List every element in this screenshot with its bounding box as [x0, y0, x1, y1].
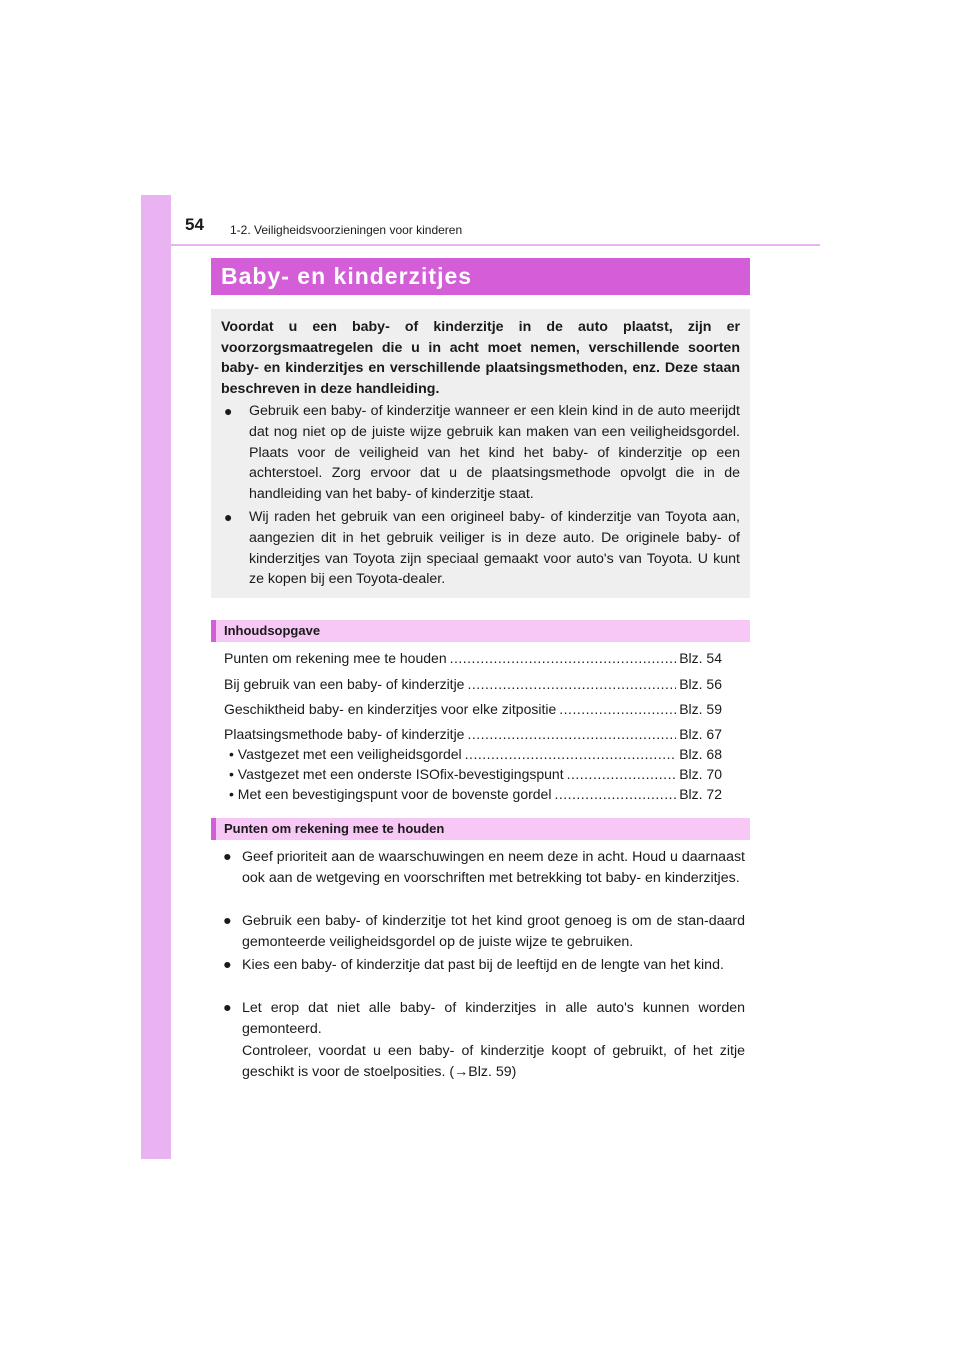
toc-entry-page: Blz. 70 [679, 766, 722, 782]
bullet-icon: ● [224, 509, 233, 525]
toc-heading-bar [211, 620, 750, 642]
points-bullet-text: Let erop dat niet alle baby- of kinderzitjes in alle auto's kunnen worden gemonteerd. [242, 1000, 745, 1038]
intro-bullet-text: Gebruik een baby- of kinderzitje wanneer er een klein kind in de auto meerijdt dat nog niet op de juiste wijze gebruik kan maken van een veiligheidsgordel. Plaats voor de veiligheid van het kind het baby- of kinderzitje op een achterstoel. Zorg ervoor dat u de plaatsingsmethode opvolgt die in de handleiding van het baby- of kinderzitje staat. [249, 403, 740, 503]
bullet-icon: ● [223, 1000, 232, 1016]
running-header: 1-2. Veiligheidsvoorzieningen voor kinderen [230, 223, 463, 237]
points-bullet [215, 998, 745, 1041]
toc-leader [567, 766, 677, 784]
toc-entry-text: Punten om rekening mee te houden [224, 650, 447, 666]
header-divider [171, 244, 820, 246]
toc-entry[interactable] [224, 701, 722, 719]
toc-leader [467, 726, 676, 744]
toc-subentry[interactable] [229, 746, 722, 764]
section-accent [211, 818, 216, 840]
toc-entry[interactable] [224, 726, 722, 744]
toc-entry[interactable] [224, 676, 722, 694]
points-bullet [215, 911, 745, 954]
intro-box [211, 309, 750, 598]
toc-entry-text: • Vastgezet met een onderste ISOfix-bevestigingspunt [229, 766, 564, 782]
toc-leader [450, 650, 677, 668]
toc-entry-page: Blz. 72 [679, 786, 722, 802]
points-followup: Controleer, voordat u een baby- of kinderzitje koopt of gebruikt, of het zitje geschikt is voor de stoelposities. (→Blz. 59) [242, 1043, 745, 1081]
toc-leader [467, 676, 676, 694]
intro-bullet [221, 401, 740, 505]
toc-entry-page: Blz. 59 [679, 701, 722, 717]
page-number: 54 [185, 215, 204, 234]
page-title: Baby- en kinderzitjes [221, 263, 473, 289]
toc-heading: Inhoudsopgave [224, 623, 321, 638]
toc-leader [465, 746, 677, 764]
bullet-icon: ● [223, 913, 232, 929]
chapter-sidebar-tab [141, 195, 171, 1159]
points-bullet-text: Gebruik een baby- of kinderzitje tot het kind groot genoeg is om de stan-daard gemonteerde veiligheidsgordel op de juiste wijze te gebruiken. [242, 913, 745, 951]
points-heading-bar [211, 818, 750, 840]
points-bullet-text: Kies een baby- of kinderzitje dat past bij de leeftijd en de lengte van het kind. [242, 957, 724, 973]
toc-entry-text: • Vastgezet met een veiligheidsgordel [229, 746, 462, 762]
section-accent [211, 620, 216, 642]
intro-bullet [221, 507, 740, 590]
toc-subentry[interactable] [229, 766, 722, 784]
page-title-bar [211, 258, 750, 295]
toc-entry-text: Plaatsingsmethode baby- of kinderzitje [224, 726, 465, 742]
toc-entry-text: Bij gebruik van een baby- of kinderzitje [224, 676, 465, 692]
points-bullet [215, 955, 745, 976]
toc-entry-page: Blz. 67 [679, 726, 722, 742]
bullet-icon: ● [223, 849, 232, 865]
points-bullet [215, 847, 745, 890]
points-heading: Punten om rekening mee te houden [224, 821, 445, 836]
toc-leader [554, 786, 676, 804]
bullet-icon: ● [223, 957, 232, 973]
toc-entry-text: • Met een bevestigingspunt voor de bovenste gordel [229, 786, 552, 802]
intro-bullet-text: Wij raden het gebruik van een origineel baby- of kinderzitje van Toyota aan, aangezien dit in het gebruik veiliger is in deze auto. De originele baby- of kinderzitjes van Toyota zijn speciaal gemaakt voor auto's van Toyota. U kunt ze kopen bij een Toyota-dealer. [249, 509, 740, 588]
toc-leader [559, 701, 676, 719]
points-bullet-text: Geef prioriteit aan de waarschuwingen en neem deze in acht. Houd u daarnaast ook aan de wetgeving en voorschriften met betrekking tot baby- en kinderzitjes. [242, 849, 745, 887]
toc-entry-page: Blz. 68 [679, 746, 722, 762]
toc-entry-page: Blz. 54 [679, 650, 722, 666]
intro-lead: Voordat u een baby- of kinderzitje in de auto plaatst, zijn er voorzorgsmaatregelen die u in acht moet nemen, verschillende soorten baby- en kinderzitjes en verschillende plaatsingsmethoden, enz. Deze staan beschreven in deze handleiding. [221, 319, 740, 397]
bullet-icon: ● [224, 403, 233, 419]
toc-subentry[interactable] [229, 786, 722, 804]
toc-entry[interactable] [224, 650, 722, 668]
toc-entry-text: Geschiktheid baby- en kinderzitjes voor elke zitpositie [224, 701, 557, 717]
toc-entry-page: Blz. 56 [679, 676, 722, 692]
